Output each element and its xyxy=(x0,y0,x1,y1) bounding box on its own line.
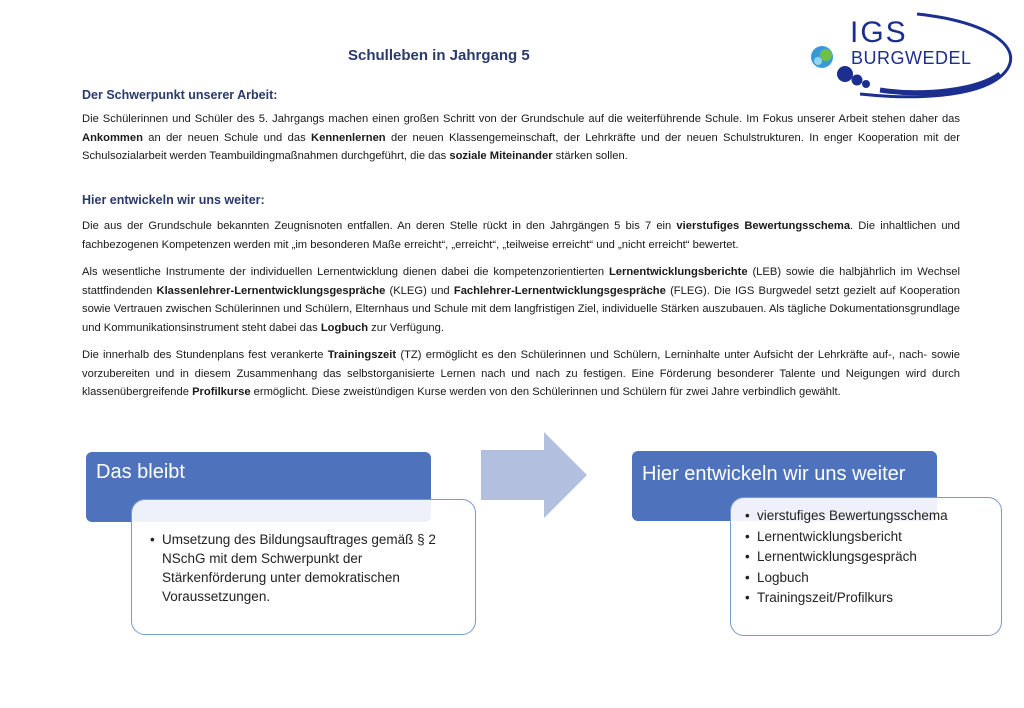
instruments-paragraph: Als wesentliche Instrumente der individuellen Lernentwicklung dienen dabei die kompetenzorientierten Lernentwicklungsberichte (LEB) sowie die halbjährlich im Wechsel stattfindenden Klassenlehrer-Lernentwicklungsgespräche (KLEG) und Fachlehrer-Lernentwicklungsgespräche (FLEG). Die IGS Burgwedel setzt gezielt auf Kooperation sowie Vertrauen zwischen Schülerinnen und Schülern, Elternhaus und Schule mit dem langfristigen Ziel, individuelle Stärken auszubauen. Als tägliche Dokumentationsgrundlage und Kommunikationsinstrument steht dabei das Logbuch zur Verfügung. xyxy=(82,266,961,334)
list-item: • Logbuch xyxy=(747,568,989,589)
igs-burgwedel-logo-icon xyxy=(805,2,1020,107)
das-bleibt-box xyxy=(131,499,476,635)
list-item: • Lernentwicklungsbericht xyxy=(747,527,989,548)
list-item: • Trainingszeit/Profilkurs xyxy=(747,588,989,609)
school-logo xyxy=(805,2,1020,107)
bold-term: Fachlehrer-Lernentwicklungsgespräche xyxy=(453,284,666,297)
page-title: Schulleben in Jahrgang 5 xyxy=(348,47,530,64)
grading-paragraph: Die aus der Grundschule bekannten Zeugnisnoten entfallen. An deren Stelle rückt in den Jahrgängen 5 bis 7 ein vierstufiges Bewertungsschema. Die inhaltlichen und fachbezogenen Kompetenzen werden mit „im besonderen Maße erreicht“, „erreicht“, „teilweise erreicht“ und „nicht erreicht“ bewertet. xyxy=(82,220,960,251)
arrow-right-icon xyxy=(481,432,589,518)
bold-term: vierstufiges Bewertungsschema xyxy=(676,220,851,232)
svg-text:IGS: IGS xyxy=(850,16,908,49)
bold-term: Profilkurse xyxy=(192,386,251,398)
list-item: • Umsetzung des Bildungsauftrages gemäß § 2 NSchG mit dem Schwerpunkt der Stärkenförderung unter demokratischen Voraussetzungen. xyxy=(152,530,463,606)
bold-term: Logbuch xyxy=(320,321,369,334)
trainingszeit-paragraph: Die innerhalb des Stundenplans fest verankerte Trainingszeit (TZ) ermöglicht es den Schülerinnen und Schülern, Lerninhalte unter Aufsicht der Lehrkräfte auf-, nach- sowie vorzubereiten und in diesem Zusammenhang das selbstorganisierte Lernen nach und nach zu festigen. Eine Förderung besonderer Talente und Neigungen wird durch klassenübergreifende Profilkurse ermöglicht. Diese zweistündigen Kurse werden von den Schülerinnen und Schülern für zwei Jahre verbindlich gewählt. xyxy=(82,349,960,398)
bold-term: Klassenlehrer-Lernentwicklungsgespräche xyxy=(156,284,386,297)
bold-term: Trainingszeit xyxy=(327,349,397,361)
section-heading-development: Hier entwickeln wir uns weiter: xyxy=(82,193,265,207)
das-bleibt-title: Das bleibt xyxy=(96,461,185,483)
section-heading-focus: Der Schwerpunkt unserer Arbeit: xyxy=(82,88,278,102)
list-item: • Lernentwicklungsgespräch xyxy=(747,547,989,568)
svg-text:BURGWEDEL: BURGWEDEL xyxy=(851,48,972,68)
bold-term: Kennenlernen xyxy=(311,131,386,144)
development-box xyxy=(730,497,1002,636)
bold-term: Ankommen xyxy=(82,131,143,144)
bold-term: soziale Miteinander xyxy=(449,150,553,162)
list-item: • vierstufiges Bewertungsschema xyxy=(747,506,989,527)
development-title: Hier entwickeln wir uns weiter xyxy=(642,463,906,485)
bold-term: Lernentwicklungsberichte xyxy=(608,266,748,278)
focus-paragraph: Die Schülerinnen und Schüler des 5. Jahrgangs machen einen großen Schritt von der Grundschule auf die weiterführende Schule. Im Fokus unserer Arbeit stehen daher das Ankommen an der neuen Schule und das Kennenlernen der neuen Klassengemeinschaft, der Lehrkräfte und der neuen Schulstrukturen. In enger Kooperation mit der Schulsozialarbeit werden Teambuildingmaßnahmen durchgeführt, die das soziale Miteinander stärken sollen. xyxy=(82,113,960,162)
